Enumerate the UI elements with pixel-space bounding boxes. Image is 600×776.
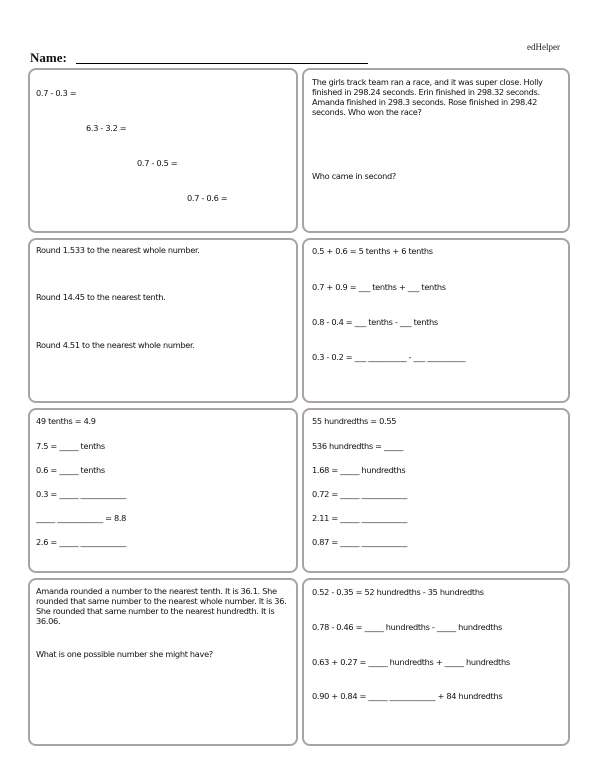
race-word-problem-box [302, 68, 570, 233]
tenths-conversion-box [28, 408, 298, 573]
tenths-conv-item-2: 7.5 = _____ tenths [36, 441, 105, 451]
tenths-add-item-4: 0.3 - 0.2 = ___ __________ - ___ __________ [312, 352, 466, 362]
hundredths-conversion-box [302, 408, 570, 573]
hundredths-conv-item-1: 55 hundredths = 0.55 [312, 416, 397, 426]
race-problem-text: The girls track team ran a race, and it was super close. Holly finished in 298.24 seconds. Erin finished in 298.32 seconds. Amanda finished in 298.3 seconds. Rose finished in 298.42 seconds. Who won the race? [312, 77, 543, 117]
rounding-item-1: Round 1.533 to the nearest whole number. [36, 245, 200, 255]
rounding-box [28, 238, 298, 403]
amanda-problem-text: Amanda rounded a number to the nearest tenth. It is 36.1. She rounded that same number to the nearest whole number. It is 36. She rounded that same number to the nearest hundredth. It is 36.06. [36, 586, 287, 626]
name-line[interactable] [76, 63, 368, 64]
tenths-conv-item-4: 0.3 = _____ ____________ [36, 489, 127, 499]
hundredths-operations-box [302, 578, 570, 746]
tenths-addition-box [302, 238, 570, 403]
hundredths-conv-item-4: 0.72 = _____ ____________ [312, 489, 407, 499]
hundredths-conv-item-5: 2.11 = _____ ____________ [312, 513, 407, 523]
hundredths-conv-item-6: 0.87 = _____ ____________ [312, 537, 407, 547]
tenths-conv-item-6: 2.6 = _____ ____________ [36, 537, 127, 547]
hundredths-op-item-3: 0.63 + 0.27 = _____ hundredths + _____ hundredths [312, 657, 510, 667]
tenths-add-item-1: 0.5 + 0.6 = 5 tenths + 6 tenths [312, 246, 433, 256]
tenths-conv-item-1: 49 tenths = 4.9 [36, 416, 96, 426]
brand-label: edHelper [527, 42, 560, 52]
hundredths-op-item-2: 0.78 - 0.46 = _____ hundredths - _____ hundredths [312, 622, 502, 632]
amanda-question: What is one possible number she might have? [36, 649, 213, 659]
rounding-item-2: Round 14.45 to the nearest tenth. [36, 292, 166, 302]
problem-2: 6.3 - 3.2 = [86, 123, 127, 133]
tenths-add-item-2: 0.7 + 0.9 = ___ tenths + ___ tenths [312, 282, 446, 292]
amanda-word-problem-box [28, 578, 298, 746]
tenths-conv-item-5: _____ ____________ = 8.8 [36, 513, 127, 523]
problem-3: 0.7 - 0.5 = [137, 158, 178, 168]
hundredths-op-item-1: 0.52 - 0.35 = 52 hundredths - 35 hundredths [312, 587, 484, 597]
subtraction-box [28, 68, 298, 233]
tenths-add-item-3: 0.8 - 0.4 = ___ tenths - ___ tenths [312, 317, 438, 327]
problem-1: 0.7 - 0.3 = [36, 88, 77, 98]
hundredths-op-item-4: 0.90 + 0.84 = _____ ____________ + 84 hundredths [312, 691, 503, 701]
hundredths-conv-item-2: 536 hundredths = _____ [312, 441, 404, 451]
hundredths-conv-item-3: 1.68 = _____ hundredths [312, 465, 406, 475]
rounding-item-3: Round 4.51 to the nearest whole number. [36, 340, 195, 350]
problem-4: 0.7 - 0.6 = [187, 193, 228, 203]
tenths-conv-item-3: 0.6 = _____ tenths [36, 465, 105, 475]
name-label: Name: [30, 50, 67, 65]
race-question: Who came in second? [312, 171, 396, 181]
